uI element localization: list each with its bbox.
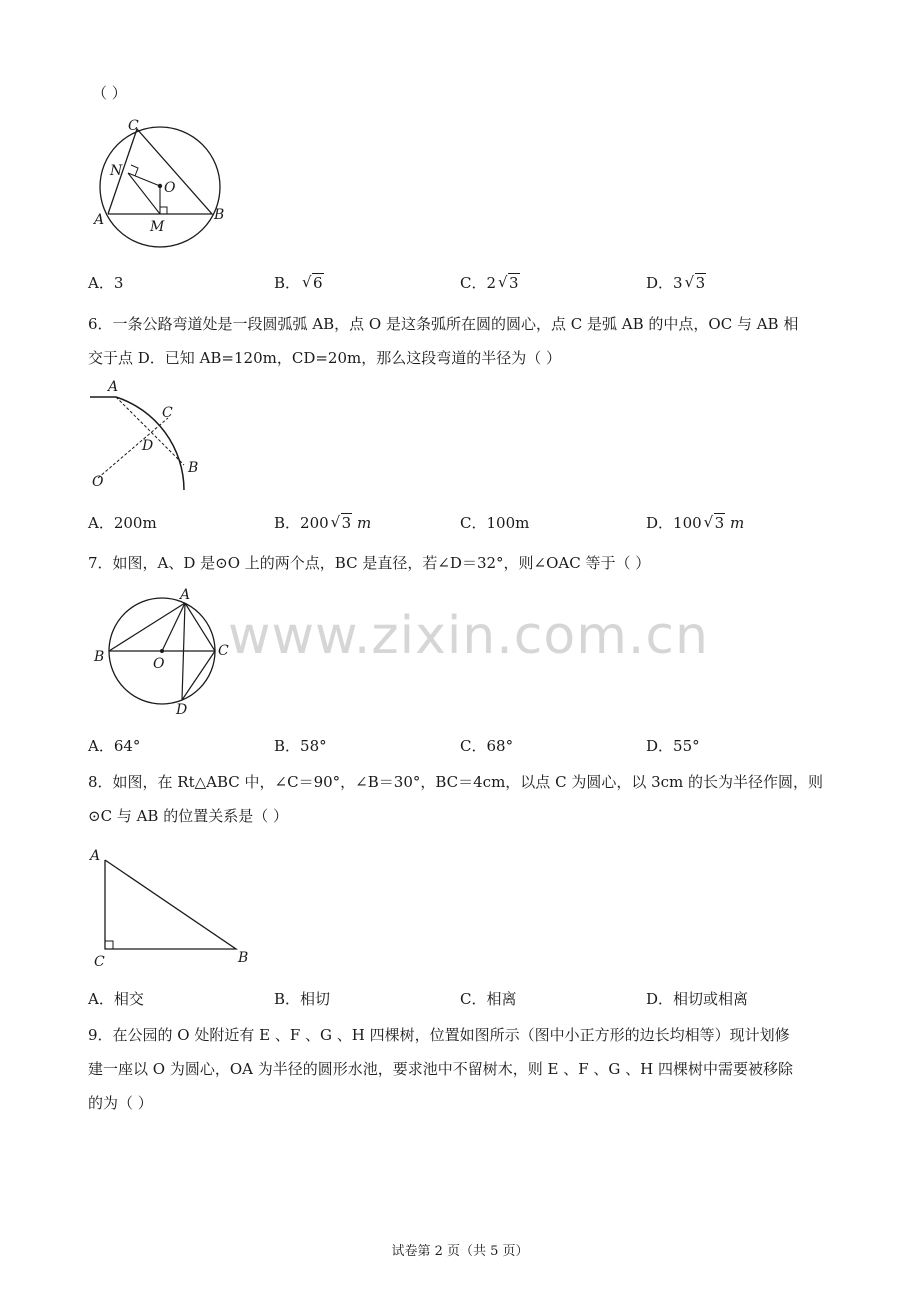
q7-point-O bbox=[160, 649, 164, 653]
q7-option-a[interactable]: A．64° bbox=[88, 737, 141, 755]
q6-chord-AB bbox=[116, 397, 184, 465]
q6-option-c[interactable]: C．100m bbox=[460, 514, 530, 532]
q6-label-A: A bbox=[108, 379, 119, 395]
q8-option-a[interactable]: A．相交 bbox=[88, 990, 144, 1008]
q7-label-B: B bbox=[94, 649, 105, 665]
q6-line-1: 6．一条公路弯道处是一段圆弧弧 AB，点 O 是这条弧所在圆的圆心，点 C 是弧 AB 的中点，OC 与 AB 相 bbox=[88, 315, 799, 333]
q8-text bbox=[88, 765, 828, 833]
q7-option-c[interactable]: C．68° bbox=[460, 737, 514, 755]
q7-option-d[interactable]: D．55° bbox=[646, 737, 700, 755]
watermark: www.zixin.com.cn bbox=[228, 606, 709, 666]
q9-line-2: 建一座以 O 为圆心，OA 为半径的圆形水池，要求池中不留树木，则 E 、F 、G 、H 四棵树中需要被移除 bbox=[88, 1060, 793, 1078]
q5-label-C: C bbox=[128, 118, 139, 134]
q8-option-b[interactable]: B．相切 bbox=[274, 990, 331, 1008]
q7-text bbox=[88, 546, 828, 580]
q5-option-c[interactable]: C．2√ 3 bbox=[460, 272, 520, 293]
q8-line-1: 8．如图，在 Rt△ABC 中，∠C＝90°，∠B＝30°，BC＝4cm，以点 C 为圆心，以 3cm 的长为半径作圆，则 bbox=[88, 773, 824, 791]
q8-option-c[interactable]: C．相离 bbox=[460, 990, 517, 1008]
q7-figure bbox=[92, 585, 242, 718]
page-footer: 试卷第 2 页（共 5 页） bbox=[391, 1244, 529, 1259]
q6-options bbox=[88, 512, 828, 536]
q8-triangle bbox=[105, 860, 236, 949]
q6-option-a[interactable]: A．200m bbox=[88, 514, 157, 532]
q7-label-A: A bbox=[180, 587, 191, 603]
q7-label-D: D bbox=[176, 702, 188, 718]
q5-option-d[interactable]: D．3√ 3 bbox=[646, 272, 706, 293]
q5-option-a[interactable]: A．3 bbox=[88, 274, 124, 292]
q9-line-1: 9．在公园的 O 处附近有 E 、F 、G 、H 四棵树，位置如图所示（图中小正方形的边长均相等）现计划修 bbox=[88, 1026, 790, 1044]
q5-label-B: B bbox=[214, 207, 225, 223]
q8-option-d[interactable]: D．相切或相离 bbox=[646, 990, 749, 1008]
q7-label-O: O bbox=[153, 656, 165, 672]
q5-figure bbox=[90, 115, 235, 245]
q6-segment-OC bbox=[98, 418, 168, 478]
q9-line-3: 的为（ ） bbox=[88, 1094, 153, 1112]
q7-label-C: C bbox=[218, 643, 229, 659]
q6-label-O: O bbox=[92, 474, 104, 490]
q5-option-b[interactable]: B．√ 6 bbox=[274, 272, 324, 293]
q7-options bbox=[88, 735, 828, 759]
q5-point-O bbox=[158, 184, 162, 188]
q8-line-2: ⊙C 与 AB 的位置关系是（ ） bbox=[88, 807, 288, 825]
q5-label-N: N bbox=[110, 163, 123, 179]
q8-right-angle-C bbox=[105, 941, 113, 949]
q7-option-b[interactable]: B．58° bbox=[274, 737, 327, 755]
q6-label-C: C bbox=[162, 405, 173, 421]
q8-options bbox=[88, 988, 828, 1012]
q5-label-M: M bbox=[150, 219, 165, 235]
q6-text bbox=[88, 307, 828, 375]
q5-answer-bracket: （ ） bbox=[92, 84, 127, 102]
q6-option-d[interactable]: D．100√ 3 m bbox=[646, 512, 744, 533]
q7-segment-AC bbox=[185, 603, 215, 651]
q6-label-D: D bbox=[142, 438, 154, 454]
q9-text bbox=[88, 1018, 828, 1120]
q7-line-1: 7．如图，A、D 是⊙O 上的两个点，BC 是直径，若∠D＝32°，则∠OAC 等于（ ） bbox=[88, 554, 651, 572]
q8-label-A: A bbox=[90, 848, 101, 864]
q7-segment-CD bbox=[182, 651, 215, 700]
q8-label-C: C bbox=[94, 954, 105, 970]
q8-figure bbox=[88, 842, 258, 972]
q5-options bbox=[88, 272, 828, 296]
q6-option-b[interactable]: B．200√ 3 m bbox=[274, 512, 371, 533]
q6-label-B: B bbox=[188, 460, 199, 476]
q8-label-B: B bbox=[238, 950, 249, 966]
q6-line-2: 交于点 D．已知 AB=120m，CD=20m，那么这段弯道的半径为（ ） bbox=[88, 349, 561, 367]
q6-figure bbox=[86, 380, 216, 498]
q5-label-O: O bbox=[164, 180, 176, 196]
q5-label-A: A bbox=[94, 212, 105, 228]
q5-right-angle-M bbox=[160, 207, 167, 214]
